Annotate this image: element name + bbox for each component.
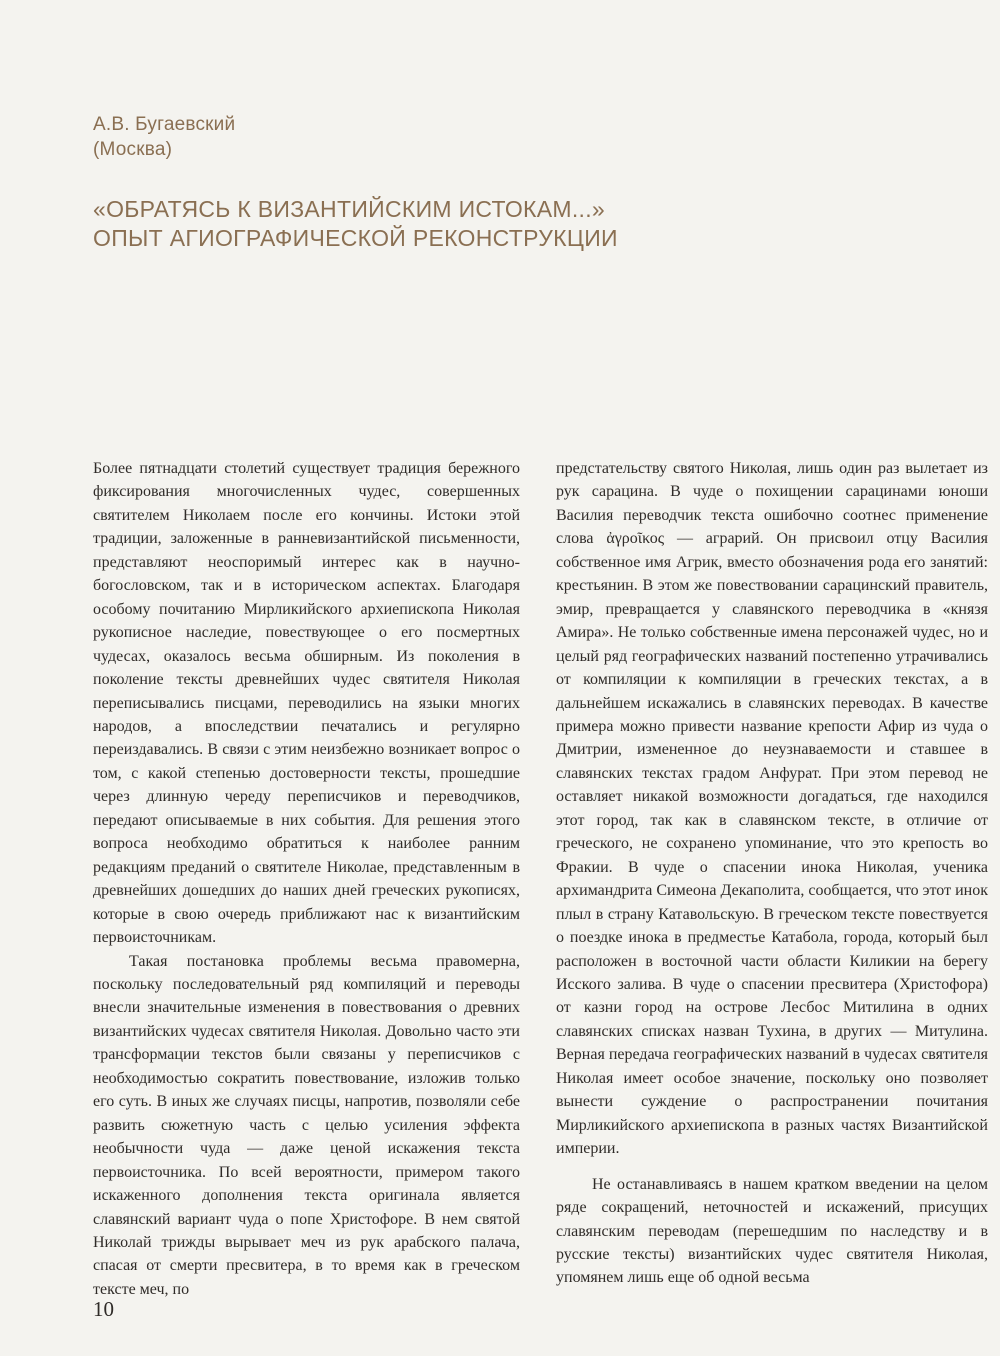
- author-block: [93, 112, 235, 162]
- right-text-column: [556, 457, 988, 1290]
- body-paragraph: Такая постановка проблемы весьма правомерна, поскольку последовательный ряд компиляций и переводы внесли значительные изменения в повествования о древних византийских чудесах святителя Николая. Довольно часто эти трансформации текстов были связаны у переписчиков с необходимостью сократить повествование, изложив только его суть. В иных же случаях писцы, напротив, позволяли себе развить сюжетную часть с целью усиления эффекта необычности чуда — даже ценой искажения текста первоисточника. По всей вероятности, примером такого искаженного дополнения текста оригинала является славянский вариант чуда о попе Христофоре. В нем святой Николай трижды вырывает меч из рук арабского палача, спасая от смерти пресвитера, в то время как в греческом тексте меч, по: [93, 952, 520, 1298]
- body-paragraph: Не останавливаясь в нашем кратком введении на целом ряде сокращений, неточностей и искажений, присущих славянским переводам (перешедшим по наследству и в русские тексты) византийских чудес святителя Николая, упомянем лишь еще об одной весьма: [556, 1175, 988, 1287]
- article-title-line-1: «ОБРАТЯСЬ К ВИЗАНТИЙСКИМ ИСТОКАМ...»: [93, 196, 606, 222]
- body-paragraph: Более пятнадцати столетий существует традиция бережного фиксирования многочисленных чудес, совершенных святителем Николаем после его кончины. Истоки этой традиции, заложенные в ранневизантийской письменности, представляют неоспоримый интерес как в научно-богословском, так и в историческом аспектах. Благодаря особому почитанию Мирликийского архиепископа Николая рукописное наследие, повествующее о его посмертных чудесах, оказалось весьма обширным. Из поколения в поколение тексты древнейших чудес святителя Николая переписывались писцами, переводились на языки многих народов, а впоследствии печатались и регулярно переиздавались. В связи с этим неизбежно возникает вопрос о том, с какой степенью достоверности тексты, прошедшие через длинную череду переписчиков и переводчиков, передают описываемые в них события. Для решения этого вопроса необходимо обратиться к наиболее ранним редакциям преданий о святителе Николае, представленным в древнейших дошедших до наших дней греческих рукописях, которые в свою очередь приближают нас к византийским первоисточникам.: [93, 460, 520, 947]
- article-title-line-2: ОПЫТ АГИОГРАФИЧЕСКОЙ РЕКОНСТРУКЦИИ: [93, 225, 618, 251]
- author-city: (Москва): [93, 139, 173, 160]
- page-number: 10: [93, 1297, 114, 1321]
- left-text-column: [93, 457, 520, 1301]
- author-name: А.В. Бугаевский: [93, 114, 236, 135]
- body-paragraph: предстательству святого Николая, лишь один раз вылетает из рук сарацина. В чуде о похищении сарацинами юноши Василия переводчик текста ошибочно соотнес применение слова ἀγροῖκος — аграрий. Он присвоил отцу Василия собственное имя Агрик, вместо обозначения рода его занятий: крестьянин. В этом же повествовании сарацинский правитель, эмир, превращается у славянского переводчика в «князя Амира». Не только собственные имена персонажей чудес, но и целый ряд географических названий постепенно утрачивались от компиляции к компиляции в греческих текстах, а в дальнейшем искажались в славянских переводах. В качестве примера можно привести название крепости Афир из чуда о Дмитрии, измененное до неузнаваемости и ставшее в славянских текстах градом Анфурат. При этом перевод не оставляет никакой возможности догадаться, где находился этот город, так как в славянском тексте, в отличие от греческого, не сохранено упоминание, что это крепость во Фракии. В чуде о спасении инока Николая, ученика архимандрита Симеона Декаполита, сообщается, что этот инок плыл в страну Катавольскую. В греческом тексте повествуется о поездке инока в предместье Катабола, города, который был расположен в восточной части области Киликии на берегу Исского залива. В чуде о спасении пресвитера (Христофора) от казни город на острове Лесбос Митилина в одних славянских списках назван Тухина, в других — Митулина. Верная передача географических названий в чудесах святителя Николая имеет особое значение, поскольку оно позволяет вынести суждение о распространении почитания Мирликийского архиепископа в разных частях Византийской империи.: [556, 460, 988, 1158]
- article-title: [93, 195, 873, 253]
